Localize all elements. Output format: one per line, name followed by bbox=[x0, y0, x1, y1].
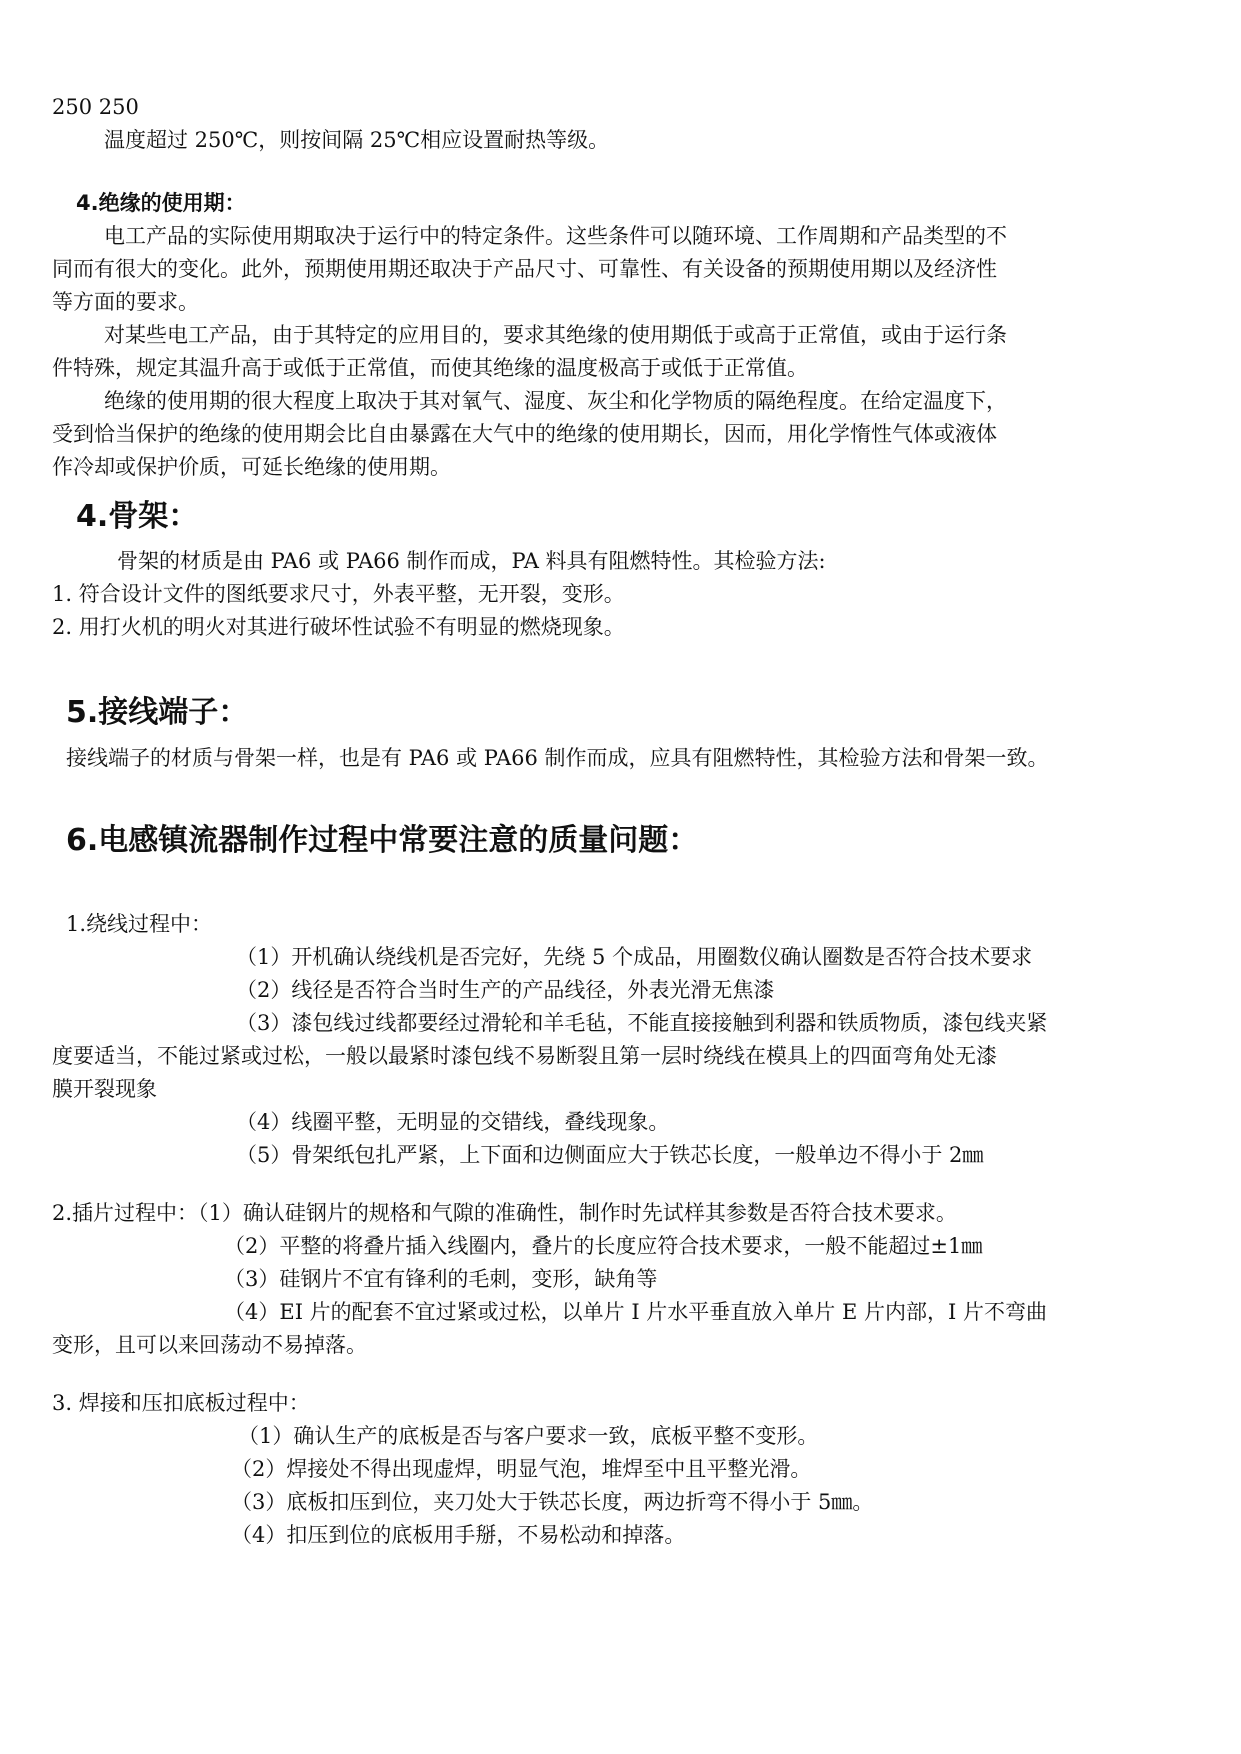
paragraph-line: 受到恰当保护的绝缘的使用期会比自由暴露在大气中的绝缘的使用期长，因而，用化学惰性气体或液体 bbox=[52, 422, 997, 446]
section-heading-insulation-life: 4.绝缘的使用期： bbox=[76, 191, 246, 215]
section-heading-bobbin: 4.骨架： bbox=[76, 499, 199, 534]
list-item: 2.插片过程中：（1）确认硅钢片的规格和气隙的准确性，制作时先试样其参数是否符合技术要求。 bbox=[52, 1201, 957, 1225]
paragraph-line: 等方面的要求。 bbox=[52, 290, 199, 314]
list-item: （5）骨架纸包扎严紧，上下面和边侧面应大于铁芯长度，一般单边不得小于 2㎜ bbox=[236, 1143, 984, 1167]
list-item: （2）线径是否符合当时生产的产品线径，外表光滑无焦漆 bbox=[236, 978, 775, 1002]
list-item: （1）开机确认绕线机是否完好，先绕 5 个成品，用圈数仪确认圈数是否符合技术要求 bbox=[236, 945, 1033, 969]
list-item: （1）确认生产的底板是否与客户要求一致，底板平整不变形。 bbox=[238, 1424, 819, 1448]
paragraph-line: 作冷却或保护价质，可延长绝缘的使用期。 bbox=[52, 455, 451, 479]
list-item: （2）焊接处不得出现虚焊，明显气泡，堆焊至中且平整光滑。 bbox=[231, 1457, 812, 1481]
subsection-title-welding: 3. 焊接和压扣底板过程中： bbox=[52, 1391, 310, 1415]
paragraph-line: 绝缘的使用期的很大程度上取决于其对氧气、湿度、灰尘和化学物质的隔绝程度。在给定温度下， bbox=[104, 389, 1007, 413]
paragraph-line: 件特殊，规定其温升高于或低于正常值，而使其绝缘的温度极高于或低于正常值。 bbox=[52, 356, 808, 380]
paragraph-line: 对某些电工产品，由于其特定的应用目的，要求其绝缘的使用期低于或高于正常值，或由于运行条 bbox=[104, 323, 1007, 347]
list-item: （4）扣压到位的底板用手掰，不易松动和掉落。 bbox=[231, 1523, 686, 1547]
paragraph-line: 同而有很大的变化。此外，预期使用期还取决于产品尺寸、可靠性、有关设备的预期使用期以及经济性 bbox=[52, 257, 997, 281]
list-item: 2. 用打火机的明火对其进行破坏性试验不有明显的燃烧现象。 bbox=[52, 615, 625, 639]
list-item: （2）平整的将叠片插入线圈内，叠片的长度应符合技术要求，一般不能超过±1㎜ bbox=[224, 1234, 983, 1258]
list-item: （3）硅钢片不宜有锋利的毛刺，变形，缺角等 bbox=[224, 1267, 658, 1291]
paragraph-line: 电工产品的实际使用期取决于运行中的特定条件。这些条件可以随环境、工作周期和产品类型的不 bbox=[104, 224, 1007, 248]
list-item: （4）EI 片的配套不宜过紧或过松，以单片 I 片水平垂直放入单片 E 片内部，I 片不弯曲 bbox=[224, 1300, 1047, 1324]
list-item: （3）漆包线过线都要经过滑轮和羊毛毡，不能直接接触到利器和铁质物质，漆包线夹紧 bbox=[236, 1011, 1048, 1035]
list-item-continuation: 变形，且可以来回荡动不易掉落。 bbox=[52, 1333, 367, 1357]
bobbin-intro: 骨架的材质是由 PA6 或 PA66 制作而成，PA 料具有阻燃特性。其检验方法: bbox=[117, 549, 826, 573]
list-item-continuation: 度要适当，不能过紧或过松，一般以最紧时漆包线不易断裂且第一层时绕线在模具上的四面弯角处无漆 bbox=[52, 1044, 997, 1068]
list-item-continuation: 膜开裂现象 bbox=[52, 1077, 157, 1101]
section-heading-quality-issues: 6.电感镇流器制作过程中常要注意的质量问题： bbox=[66, 823, 699, 858]
terminal-text: 接线端子的材质与骨架一样，也是有 PA6 或 PA66 制作而成，应具有阻燃特性，其检验方法和骨架一致。 bbox=[66, 746, 1049, 770]
list-item: （4）线圈平整，无明显的交错线，叠线现象。 bbox=[236, 1110, 670, 1134]
subsection-title-winding: 1.绕线过程中： bbox=[66, 912, 213, 936]
list-item: 1. 符合设计文件的图纸要求尺寸，外表平整，无开裂，变形。 bbox=[52, 582, 625, 606]
table-fragment-line: 250 250 bbox=[52, 95, 139, 119]
list-item: （3）底板扣压到位，夹刀处大于铁芯长度，两边折弯不得小于 5㎜。 bbox=[231, 1490, 874, 1514]
temperature-note: 温度超过 250℃，则按间隔 25℃相应设置耐热等级。 bbox=[104, 128, 610, 152]
section-heading-terminal: 5.接线端子： bbox=[66, 695, 249, 730]
